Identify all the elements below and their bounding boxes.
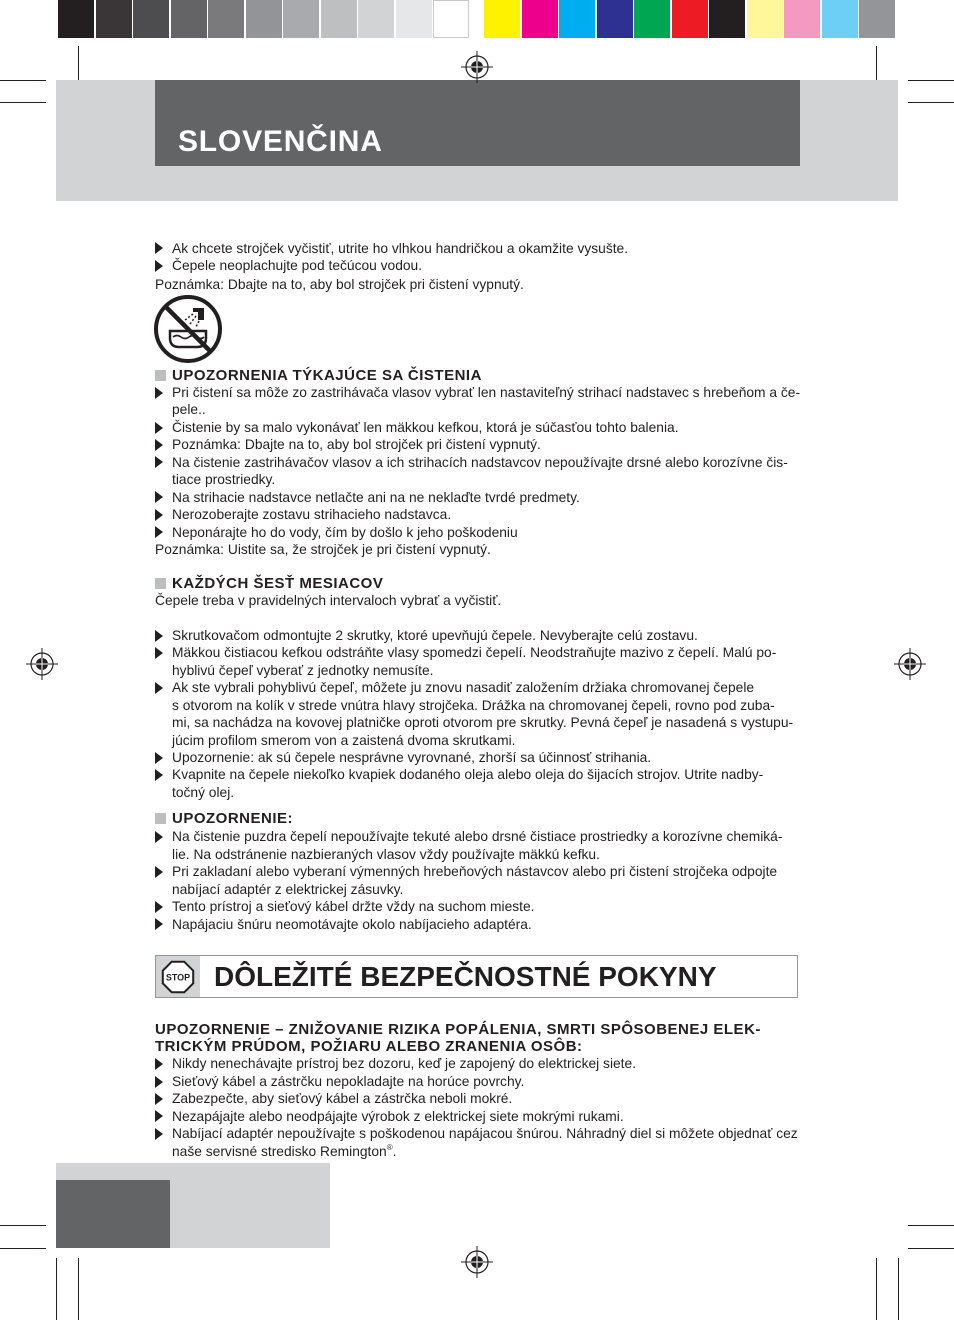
list-item (155, 419, 800, 436)
heading-square-icon (155, 370, 166, 381)
section-heading (155, 367, 800, 384)
bullet-arrow-icon (155, 439, 163, 451)
caution-section (155, 810, 782, 934)
list-item-text: lie. Na odstránenie nazbieraných vlasov vždy používajte mäkkú kefku. (172, 846, 600, 862)
crop-mark (0, 80, 46, 81)
page-title: SLOVENČINA (178, 125, 383, 158)
bullet-arrow-icon (155, 752, 163, 764)
list-item-text: Tento prístroj a sieťový kábel držte vždy na suchom mieste. (172, 899, 535, 915)
list-item-text: Pri zakladaní alebo vyberaní výmenných hrebeňových nástavcov alebo pri čistení strojčeka odpojte (172, 864, 778, 880)
color-swatch (133, 0, 169, 38)
bullet-arrow-icon (155, 647, 163, 659)
list-item (155, 1090, 798, 1107)
note-text: Poznámka: Uistite sa, že strojček je pri čistení vypnutý. (155, 542, 491, 558)
list-item-text: tiace prostriedky. (172, 472, 276, 488)
color-swatch (283, 0, 319, 38)
list-item-text: Neponárajte ho do vody, čím by došlo k jeho poškodeniu (172, 524, 518, 540)
crop-mark (876, 1258, 877, 1320)
list-item-text: Ak chcete strojček vyčistiť, utrite ho vlhkou handričkou a okamžite vysušte. (172, 240, 629, 256)
warning-heading (155, 1021, 798, 1056)
list-item (155, 679, 793, 749)
list-item (155, 1108, 798, 1125)
color-swatch (396, 0, 432, 38)
no-rinsing-under-water-icon (153, 294, 223, 364)
list-item (155, 524, 800, 541)
crop-mark (78, 1258, 79, 1320)
list-item (155, 506, 800, 523)
list-item (155, 257, 628, 274)
list-item-text-line (172, 1143, 798, 1160)
list-item-text: točný olej. (172, 784, 235, 800)
list-item (155, 384, 800, 419)
list-item (155, 749, 793, 766)
list-item-text: Upozornenie: ak sú čepele nesprávne vyrovnané, zhorší sa účinnosť strihania. (172, 750, 652, 766)
list-item-text: Čistenie by sa malo vykonávať len mäkkou kefkou, ktorá je súčasťou tohto balenia. (172, 419, 679, 435)
crop-mark (0, 1248, 46, 1249)
bullet-arrow-icon (155, 682, 163, 694)
color-swatch (859, 0, 895, 38)
page-number-tab (56, 1180, 170, 1248)
color-swatch (358, 0, 394, 38)
color-swatch (559, 0, 595, 38)
line-end: . (392, 1143, 397, 1159)
registered-trademark: ® (386, 1142, 393, 1152)
list-item (155, 240, 628, 257)
note-text: Poznámka: Dbajte na to, aby bol strojček pri čistení vypnutý. (155, 276, 524, 292)
crop-mark (908, 102, 954, 103)
list-item-text: pele.. (172, 402, 206, 418)
color-swatch (433, 0, 469, 38)
list-item-text: Nezapájajte alebo neodpájajte výrobok z elektrickej siete mokrými rukami. (172, 1108, 624, 1124)
bullet-arrow-icon (155, 1058, 163, 1070)
color-swatch (709, 0, 745, 38)
registration-mark-icon (894, 648, 926, 680)
list-item (155, 1055, 798, 1072)
list-item (155, 828, 782, 863)
list-item-text: Skrutkovačom odmontujte 2 skrutky, ktoré upevňujú čepele. Nevyberajte celú zostavu. (172, 627, 698, 643)
list-item-text: Poznámka: Dbajte na to, aby bol strojček pri čistení vypnutý. (172, 437, 541, 453)
color-swatch (171, 0, 207, 38)
crop-mark (0, 102, 46, 103)
bullet-arrow-icon (155, 901, 163, 913)
color-swatch (208, 0, 244, 38)
color-swatch (96, 0, 132, 38)
color-swatch (484, 0, 520, 38)
crop-mark (908, 1248, 954, 1249)
stop-icon-cell (156, 956, 200, 997)
color-swatch (634, 0, 670, 38)
list-item (155, 454, 800, 489)
color-swatch (822, 0, 858, 38)
list-item-text: Nabíjací adaptér nepoužívajte s poškodenou napájacou šnúrou. Náhradný diel si môžete objednať cez (172, 1126, 798, 1142)
list-item (155, 436, 800, 453)
color-swatch (522, 0, 558, 38)
list-item (155, 863, 782, 898)
bullet-arrow-icon (155, 387, 163, 399)
bullet-arrow-icon (155, 456, 163, 468)
list-item-text: Zabezpečte, aby sieťový kábel a zástrčka neboli mokré. (172, 1091, 513, 1107)
paragraph-text: Čepele treba v pravidelných intervaloch vybrať a vyčistiť. (155, 592, 502, 608)
heading-square-icon (155, 578, 166, 589)
list-item-text: nabíjací adaptér z elektrickej zásuvky. (172, 881, 404, 897)
registration-mark-icon (26, 648, 58, 680)
bullet-arrow-icon (155, 422, 163, 434)
color-swatch (246, 0, 282, 38)
list-item-text: Nikdy nenechávajte prístroj bez dozoru, keď je zapojený do elektrickej siete. (172, 1056, 637, 1072)
safety-title-box (155, 955, 798, 998)
safety-section (155, 1021, 798, 1161)
list-item-text: naše servisné stredisko Remington (172, 1143, 387, 1159)
blank-line (155, 609, 793, 626)
stop-label: STOP (165, 972, 191, 982)
bullet-arrow-icon (155, 1076, 163, 1088)
bullet-arrow-icon (155, 491, 163, 503)
list-item-text: hyblivú čepeľ vyberať z jednotky nemusíte. (172, 662, 434, 678)
section-heading-text: UPOZORNENIE: (172, 809, 294, 827)
section-heading-text: KAŽDÝCH ŠESŤ MESIACOV (172, 574, 384, 592)
intro-block (155, 240, 628, 294)
crop-mark (908, 1225, 954, 1226)
list-item (155, 1125, 798, 1160)
list-item (155, 766, 793, 801)
list-item-text: Na strihacie nadstavce netlačte ani na ne neklaďte tvrdé predmety. (172, 489, 580, 505)
crop-mark (0, 1225, 46, 1226)
section-heading (155, 575, 793, 592)
section-heading-text: UPOZORNENIA TÝKAJÚCE SA ČISTENIA (172, 366, 482, 384)
list-item-text: Kvapnite na čepele niekoľko kvapiek dodaného oleja alebo oleja do šijacích strojov. Utrite nadby- (172, 767, 764, 783)
color-swatch (597, 0, 633, 38)
bullet-arrow-icon (155, 260, 163, 272)
bullet-arrow-icon (155, 242, 163, 254)
list-item-text: Nerozoberajte zostavu strihacieho nadstavca. (172, 507, 452, 523)
registration-mark-icon (461, 1246, 493, 1278)
list-item-text: Čepele neoplachujte pod tečúcou vodou. (172, 257, 423, 273)
bullet-arrow-icon (155, 866, 163, 878)
crop-mark (56, 1258, 57, 1320)
list-item (155, 916, 782, 933)
warning-heading-text: TRICKÝM PRÚDOM, POŽIARU ALEBO ZRANENIA OSÔB: (155, 1037, 583, 1055)
bullet-arrow-icon (155, 831, 163, 843)
safety-title: DÔLEŽITÉ BEZPEČNOSTNÉ POKYNY (214, 961, 717, 992)
list-item-text: Na čistenie puzdra čepelí nepoužívajte tekuté alebo drsné čistiace prostriedky a korozívne chemiká- (172, 829, 783, 845)
list-item (155, 1073, 798, 1090)
cleaning-warnings-section (155, 367, 800, 559)
bullet-arrow-icon (155, 918, 163, 930)
registration-mark-icon (461, 51, 493, 83)
color-swatch (784, 0, 820, 38)
list-item-text: Pri čistení sa môže zo zastrihávača vlasov vybrať len nastaviteľný strihací nadstavec s hrebeňom a če- (172, 384, 801, 400)
list-item-text: Napájaciu šnúru neomotávajte okolo nabíjacieho adaptéra. (172, 916, 532, 932)
bullet-arrow-icon (155, 1110, 163, 1122)
list-item (155, 489, 800, 506)
crop-mark (898, 1258, 899, 1320)
section-heading (155, 810, 782, 827)
list-item-text: júcim profilom smerom von a zaistená dvoma skrutkami. (172, 732, 516, 748)
color-swatch (321, 0, 357, 38)
list-item-text: s otvorom na kolík v strede vnútra hlavy strojčeka. Drážka na chromovanej čepeli, rovno pod zuba- (172, 697, 775, 713)
heading-square-icon (155, 813, 166, 824)
crop-mark (908, 80, 954, 81)
color-swatch (58, 0, 94, 38)
list-item-text: Mäkkou čistiacou kefkou odstráňte vlasy spomedzi čepelí. Neodstraňujte mazivo z čepelí. Malú po- (172, 645, 777, 661)
warning-heading-text: UPOZORNENIE – ZNIŽOVANIE RIZIKA POPÁLENIA, SMRTI SPÔSOBENEJ ELEK- (155, 1020, 761, 1038)
stop-sign-icon (160, 959, 196, 995)
bullet-arrow-icon (155, 1128, 163, 1140)
bullet-arrow-icon (155, 1093, 163, 1105)
list-item-text: Ak ste vybrali pohyblivú čepeľ, môžete ju znovu nasadiť založením držiaka chromovanej čepele (172, 680, 755, 696)
bullet-arrow-icon (155, 509, 163, 521)
six-months-section (155, 575, 793, 802)
list-item (155, 644, 793, 679)
bullet-arrow-icon (155, 630, 163, 642)
bullet-arrow-icon (155, 526, 163, 538)
list-item (155, 898, 782, 915)
list-item-text: Sieťový kábel a zástrčku nepokladajte na horúce povrchy. (172, 1073, 525, 1089)
color-swatch (747, 0, 783, 38)
list-item (155, 627, 793, 644)
bullet-arrow-icon (155, 769, 163, 781)
list-item-text: mi, sa nachádza na kovovej platničke oproti otvorom pre skrutky. Pevná čepeľ je nasadená s vystupu- (172, 715, 794, 731)
list-item-text: Na čistenie zastrihávačov vlasov a ich strihacích nadstavcov nepoužívajte drsné alebo korozívne čis- (172, 454, 788, 470)
color-swatch (672, 0, 708, 38)
